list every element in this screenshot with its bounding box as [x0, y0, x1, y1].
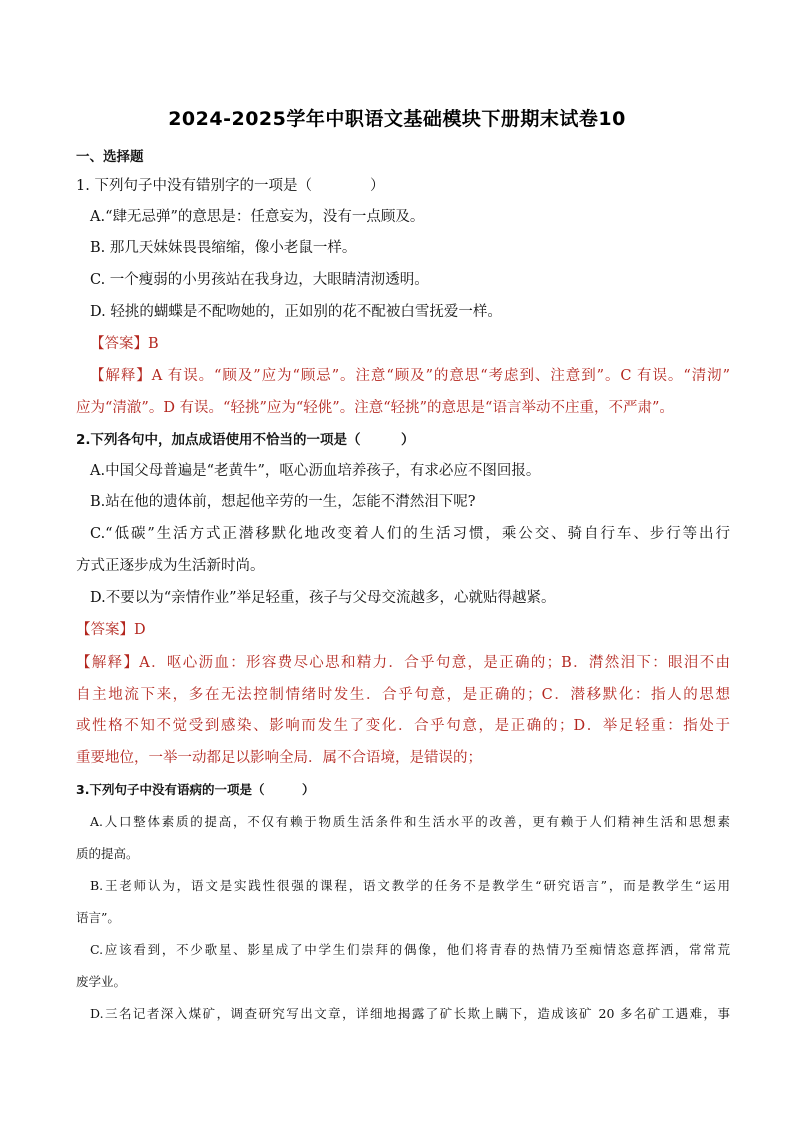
q2-explanation-line: 或性格不知不觉受到感染、影响而发生了变化．合乎句意，是正确的；D．举足轻重：指处于	[76, 718, 730, 734]
q2-option-c: C.“低碳”生活方式正潜移默化地改变着人们的生活习惯，乘公交、骑自行车、步行等出行	[90, 526, 730, 542]
q3-stem: 3.下列句子中没有语病的一项是（ ）	[76, 782, 315, 797]
q3-option-b-cont: 语言”。	[76, 910, 120, 925]
q3-option-a-cont: 质的提高。	[76, 846, 139, 861]
q2-stem: 2.下列各句中，加点成语使用不恰当的一项是（ ）	[76, 432, 415, 448]
q1-answer: 【答案】B	[90, 336, 159, 352]
q2-option-a: A.中国父母普遍是“老黄牛”，呕心沥血培养孩子，有求必应不图回报。	[90, 463, 541, 479]
q3-option-c-cont: 废学业。	[76, 974, 127, 989]
q1-explanation-line: 应为“清澈”。D 有误。“轻挑”应为“轻佻”。注意“轻挑”的意思是“语言举动不庄重，不严肃”。	[76, 400, 674, 416]
q1-option-b: B. 那几天妹妹畏畏缩缩，像小老鼠一样。	[90, 240, 357, 256]
q1-option-c: C. 一个瘦弱的小男孩站在我身边，大眼睛清沏透明。	[90, 272, 429, 288]
q3-option-d: D.三名记者深入煤矿，调查研究写出文章，详细地揭露了矿长欺上瞒下，造成该矿 20 多名矿工遇难，事	[90, 1006, 730, 1021]
section-heading: 一、选择题	[76, 149, 144, 165]
q1-option-a: A.“肆无忌弹”的意思是：任意妄为，没有一点顾及。	[90, 209, 425, 225]
q2-answer: 【答案】D	[76, 622, 146, 638]
q2-option-b: B.站在他的遗体前，想起他辛劳的一生，怎能不潸然泪下呢?	[90, 494, 476, 510]
q3-option-a: A.人口整体素质的提高，不仅有赖于物质生活条件和生活水平的改善，更有赖于人们精神生活和思想素	[90, 814, 730, 829]
q1-option-d: D. 轻挑的蝴蝶是不配吻她的，正如别的花不配被白雪抚爱一样。	[90, 304, 502, 320]
q3-option-b: B.王老师认为，语文是实践性很强的课程，语文教学的任务不是教学生“研究语言”，而是教学生“运用	[90, 878, 730, 893]
page-title: 2024-2025学年中职语文基础模块下册期末试卷10	[168, 108, 626, 130]
q2-explanation-line: 重要地位，一举一动都足以影响全局．属不合语境，是错误的；	[76, 750, 482, 766]
q2-option-c-cont: 方式正逐步成为生活新时尚。	[76, 558, 265, 574]
q2-explanation-line: 自主地流下来，多在无法控制情绪时发生．合乎句意，是正确的；C．潜移默化：指人的思想	[76, 687, 730, 703]
q2-explanation-line: 【解释】A．呕心沥血：形容费尽心思和精力．合乎句意，是正确的；B．潸然泪下：眼泪不由	[76, 655, 730, 671]
q2-option-d: D.不要以为“亲情作业”举足轻重，孩子与父母交流越多，心就贴得越紧。	[90, 590, 556, 606]
q1-stem: 1. 下列句子中没有错别字的一项是（ ）	[76, 178, 385, 194]
q3-option-c: C.应该看到，不少歌星、影星成了中学生们崇拜的偶像，他们将青春的热情乃至痴情恣意挥洒，常常荒	[90, 942, 730, 957]
q1-explanation-line: 【解释】A 有误。“顾及”应为“顾忌”。注意“顾及”的意思“考虑到、注意到”。C 有误。“清沏”	[90, 368, 730, 384]
